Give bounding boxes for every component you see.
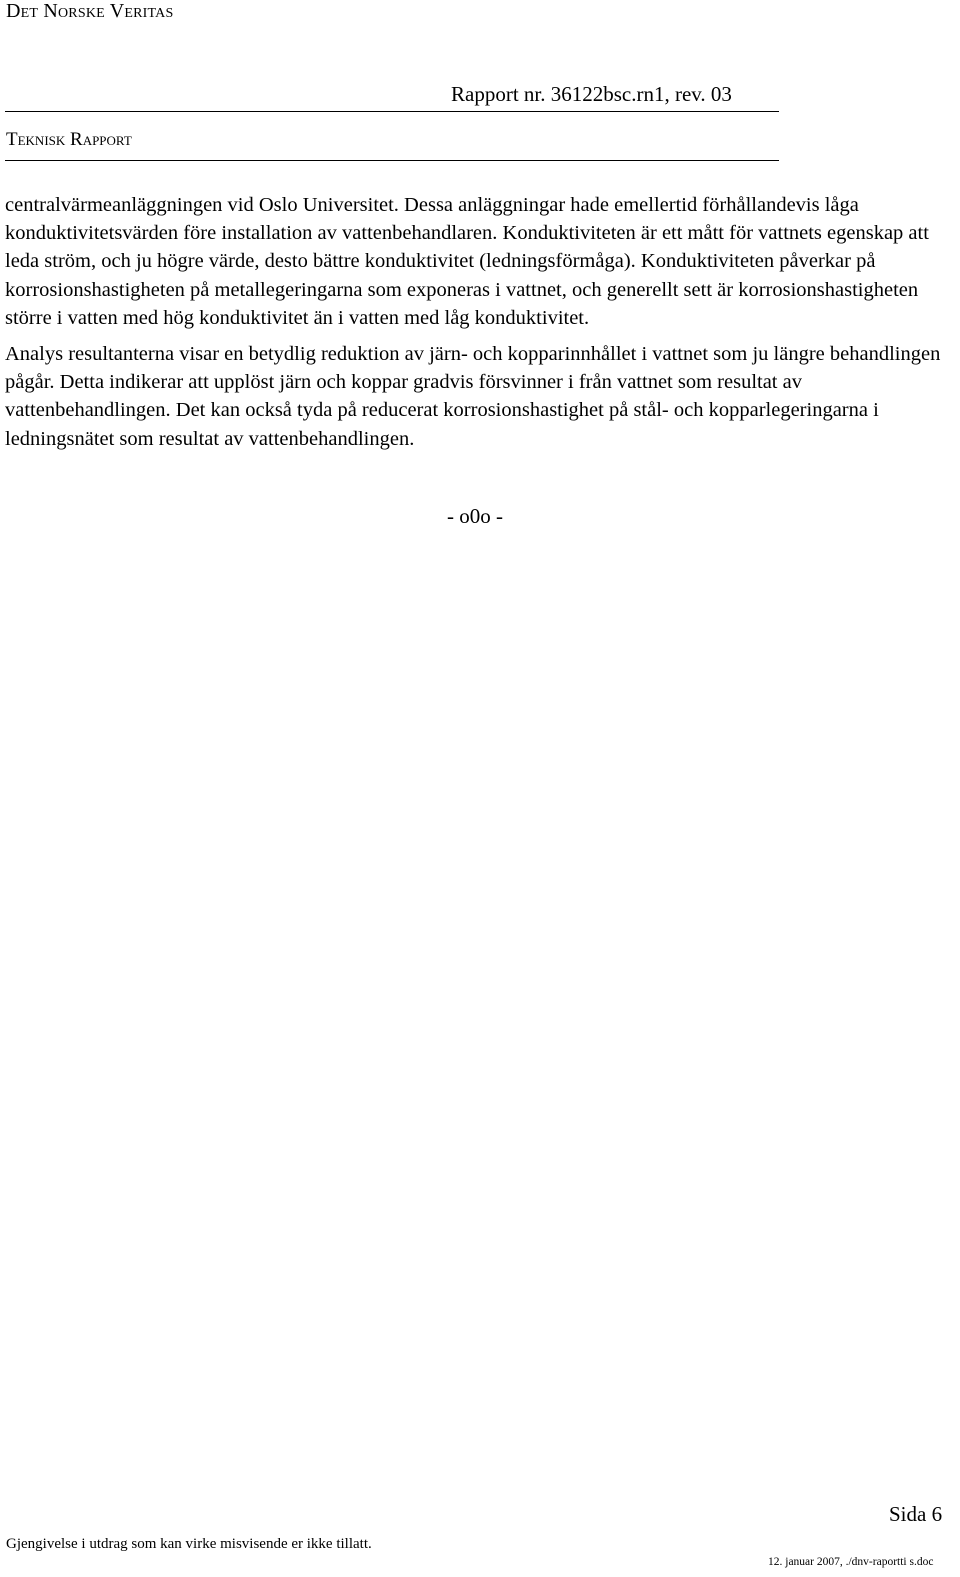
header-divider-top <box>5 111 779 112</box>
report-type: Teknisk Rapport <box>6 129 132 150</box>
end-mark: - o0o - <box>447 504 503 528</box>
footer-disclaimer: Gjengivelse i utdrag som kan virke misvisende er ikke tillatt. <box>6 1536 372 1552</box>
report-number: Rapport nr. 36122bsc.rn1, rev. 03 <box>451 82 732 106</box>
report-body <box>5 191 957 453</box>
page-number: Sida 6 <box>889 1502 943 1526</box>
header-divider-bottom <box>5 160 779 161</box>
paragraph-analysis: Analys resultanterna visar en betydlig reduktion av järn- och kopparinnhållet i vattnet som ju längre behandlingen pågår. Detta indikerar att upplöst järn och koppar gradvis försvinner i från vattnet som resultat av vattenbehandlingen. Det kan också tyda på reducerat korrosionshastighet på stål- och kopparlegeringarna i ledningsnätet som resultat av vattenbehandlingen. <box>5 343 941 450</box>
company-name: Det Norske Veritas <box>6 0 174 22</box>
paragraph-conductivity: centralvärmeanläggningen vid Oslo Universitet. Dessa anläggningar hade emellertid förhållandevis låga konduktivitetsvärden före installation av vattenbehandlaren. Konduktiviteten är ett mått för vattnets egenskap att leda ström, och ju högre värde, desto bättre konduktivitet (ledningsförmåga). Konduktiviteten påverkar på korrosionshastigheten på metallegeringarna som exponeras i vattnet, och generellt sett är korrosionshastigheten större i vatten med hög konduktivitet än i vatten med låg konduktivitet. <box>5 194 929 329</box>
footer-date-file: 12. januar 2007, ./dnv-raportti s.doc <box>768 1556 934 1568</box>
